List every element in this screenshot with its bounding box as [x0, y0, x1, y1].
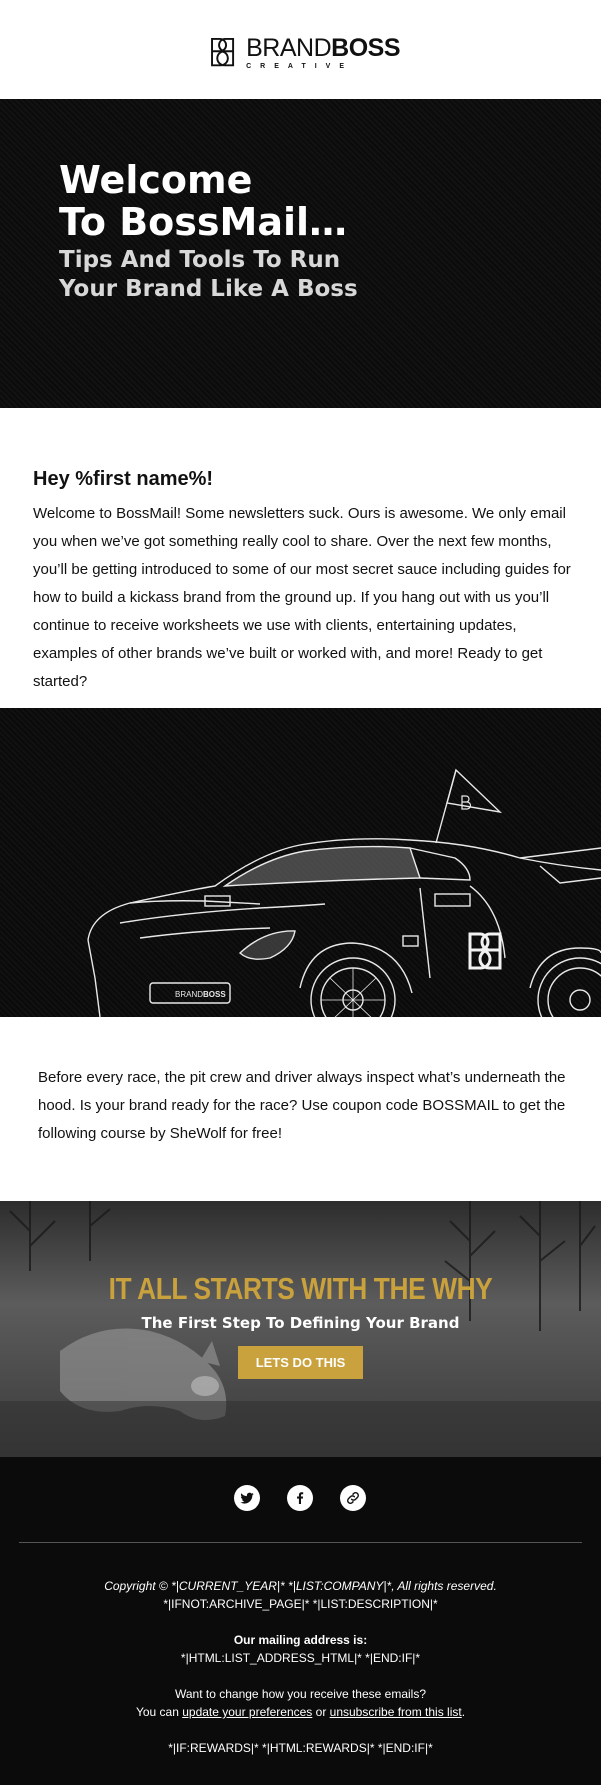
social-links: [0, 1485, 601, 1511]
course-subheading: The First Step To Defining Your Brand: [141, 1314, 460, 1332]
brand-header: [0, 0, 601, 99]
hero-banner: [0, 99, 601, 408]
update-preferences-link[interactable]: update your preferences: [182, 1705, 313, 1719]
copyright-prefix: Copyright ©: [104, 1579, 172, 1593]
logo-name: [246, 36, 400, 61]
rights-reserved: , All rights reserved.: [391, 1579, 497, 1593]
twitter-icon: [239, 1490, 255, 1506]
hero-subtitle-line2: Your Brand Like A Boss: [59, 276, 358, 302]
link-icon: [345, 1490, 361, 1506]
course-banner: [0, 1201, 601, 1457]
course-headline: IT ALL STARTS WITH THE WHY: [108, 1271, 493, 1306]
logo-name-light: BRAND: [246, 34, 332, 62]
hero-subtitle: [59, 246, 358, 304]
race-paragraph: Before every race, the pit crew and driver always inspect what’s underneath the hood. Is your brand ready for the race? Use coupon code BOSSMAIL to get the following course by SheWolf for free!: [38, 1069, 566, 1142]
facebook-button[interactable]: [287, 1485, 313, 1511]
preferences-line: [0, 1703, 601, 1721]
footer-divider: [19, 1542, 582, 1543]
company-name: *|LIST:COMPANY|*: [288, 1579, 392, 1593]
copyright-line: [0, 1577, 601, 1595]
car-plate-light: BRAND: [175, 990, 204, 999]
rewards-line: *|IF:REWARDS|* *|HTML:REWARDS|* *|END:IF|*: [168, 1741, 433, 1755]
hero-title: [59, 159, 347, 243]
hero-subtitle-line1: Tips And Tools To Run: [59, 247, 341, 273]
archive-line: *|IFNOT:ARCHIVE_PAGE|* *|LIST:DESCRIPTION|*: [163, 1597, 438, 1611]
period-text: .: [461, 1705, 466, 1719]
twitter-button[interactable]: [234, 1485, 260, 1511]
race-car-icon: [0, 708, 601, 1017]
bb-monogram-icon: [205, 34, 240, 72]
race-car-illustration: [0, 708, 601, 1017]
current-year: *|CURRENT_YEAR|*: [171, 1579, 285, 1593]
unsubscribe-link[interactable]: unsubscribe from this list: [329, 1705, 462, 1719]
address-line: *|HTML:LIST_ADDRESS_HTML|* *|END:IF|*: [180, 1651, 421, 1665]
logo-name-bold: BOSS: [331, 34, 400, 62]
intro-paragraph: Welcome to BossMail! Some newsletters suck. Ours is awesome. We only email you when we’ve got something really cool to share. Over the next few months, you’ll be getting introduced to some of our most secret sauce including guides for how to build a kickass brand from the ground up. If you hang out with us you’ll continue to receive worksheets we use with clients, entertaining updates, examples of other brands we’ve built or worked with, and more! Ready to get started?: [33, 505, 571, 690]
car-plate-bold: BOSS: [203, 990, 226, 999]
intro-section: [33, 468, 573, 696]
lets-do-this-button[interactable]: LETS DO THIS: [238, 1346, 363, 1379]
you-can-text: You can: [135, 1705, 183, 1719]
or-text: or: [312, 1705, 330, 1719]
car-plate-text: [175, 990, 226, 999]
change-question: Want to change how you receive these emails?: [174, 1687, 427, 1701]
brandboss-logo[interactable]: [205, 33, 400, 73]
hero-title-line2: To BossMail…: [59, 200, 348, 244]
footer-text: [0, 1577, 601, 1757]
logo-tagline: CREATIVE: [246, 63, 353, 70]
logo-wordmark: [246, 36, 400, 70]
website-link-button[interactable]: [340, 1485, 366, 1511]
address-heading: Our mailing address is:: [233, 1633, 368, 1647]
greeting: Hey %first name%!: [33, 468, 214, 490]
hero-title-line1: Welcome: [59, 158, 253, 202]
facebook-icon: [292, 1490, 308, 1506]
email-footer: [0, 1457, 601, 1785]
